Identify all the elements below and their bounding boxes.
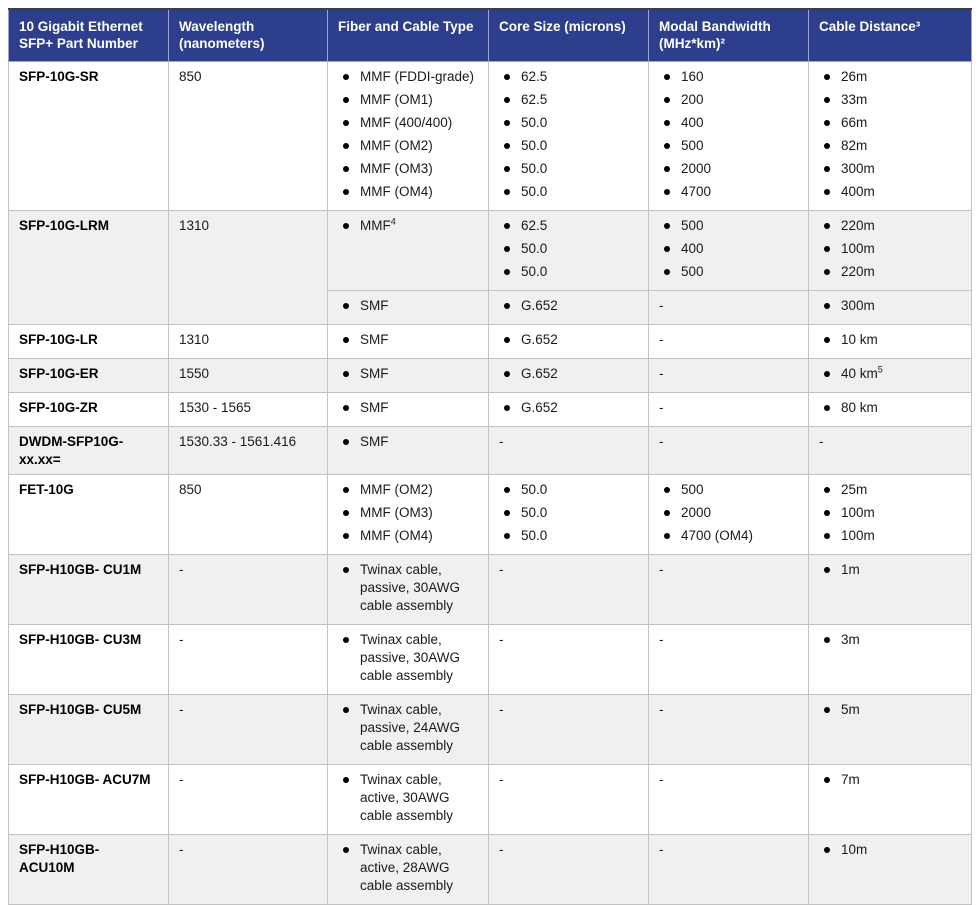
part-number: FET-10G xyxy=(19,481,74,497)
cell-modal-bandwidth: - xyxy=(649,554,809,624)
bullet-item: 400 xyxy=(659,240,800,258)
bullet-list xyxy=(499,217,640,281)
bullet-list xyxy=(338,331,480,349)
cell-modal-bandwidth: - xyxy=(649,358,809,392)
bullet-list xyxy=(819,481,963,545)
bullet-item: 26m xyxy=(819,68,963,86)
bullet-item: 100m xyxy=(819,240,963,258)
part-number: SFP-H10GB- CU5M xyxy=(19,701,142,717)
bullet-item: 62.5 xyxy=(499,91,640,109)
bullet-list xyxy=(819,68,963,201)
bullet-item: 3m xyxy=(819,631,963,649)
cell-part-number xyxy=(9,474,169,554)
bullet-item: 33m xyxy=(819,91,963,109)
bullet-list xyxy=(819,631,963,649)
part-number: SFP-10G-ZR xyxy=(19,399,98,415)
bullet-item: 400m xyxy=(819,183,963,201)
cell-core-size: - xyxy=(489,554,649,624)
bullet-item: 50.0 xyxy=(499,240,640,258)
bullet-list xyxy=(659,217,800,281)
cell-cable-distance xyxy=(809,764,972,834)
cell-modal-bandwidth: - xyxy=(649,324,809,358)
part-number: SFP-H10GB- CU3M xyxy=(19,631,142,647)
bullet-list xyxy=(338,561,480,615)
bullet-item: 2000 xyxy=(659,160,800,178)
bullet-list xyxy=(819,561,963,579)
bullet-item: 80 km xyxy=(819,399,963,417)
cell-core-size: - xyxy=(489,624,649,694)
cell-core-size: - xyxy=(489,834,649,904)
cell-cable-distance xyxy=(809,210,972,290)
cell-wavelength: 1310 xyxy=(169,324,328,358)
cell-core-size xyxy=(489,392,649,426)
cell-wavelength: 850 xyxy=(169,61,328,210)
bullet-item: MMF (OM3) xyxy=(338,160,480,178)
column-header-core-size: Core Size (microns) xyxy=(489,9,649,61)
bullet-item: 500 xyxy=(659,217,800,235)
table-header xyxy=(9,9,972,61)
bullet-item: 200 xyxy=(659,91,800,109)
bullet-item: MMF (OM1) xyxy=(338,91,480,109)
bullet-item: MMF (OM2) xyxy=(338,481,480,499)
bullet-item: 4700 xyxy=(659,183,800,201)
bullet-item: Twinax cable, passive, 24AWG cable assembly xyxy=(338,701,480,755)
cell-core-size: - xyxy=(489,426,649,474)
bullet-item: SMF xyxy=(338,297,480,315)
bullet-item: SMF xyxy=(338,433,480,451)
bullet-item: 62.5 xyxy=(499,217,640,235)
table-row-sfp-h10gb-cu3m xyxy=(9,624,972,694)
bullet-item: 82m xyxy=(819,137,963,155)
bullet-item: MMF (OM4) xyxy=(338,527,480,545)
cell-modal-bandwidth: - xyxy=(649,426,809,474)
cell-modal-bandwidth: - xyxy=(649,834,809,904)
bullet-list xyxy=(338,399,480,417)
bullet-item: Twinax cable, active, 30AWG cable assembly xyxy=(338,771,480,825)
bullet-item: 50.0 xyxy=(499,160,640,178)
cell-core-size: - xyxy=(489,764,649,834)
bullet-item: 220m xyxy=(819,263,963,281)
cell-modal-bandwidth: - xyxy=(649,392,809,426)
cell-part-number xyxy=(9,624,169,694)
bullet-item: 500 xyxy=(659,137,800,155)
bullet-item: 50.0 xyxy=(499,183,640,201)
cell-fiber-type xyxy=(328,426,489,474)
cell-fiber-type xyxy=(328,694,489,764)
table-row-dwdm-sfp10g xyxy=(9,426,972,474)
bullet-item: SMF xyxy=(338,331,480,349)
bullet-item: 220m xyxy=(819,217,963,235)
cell-core-size xyxy=(489,210,649,290)
cell-wavelength: - xyxy=(169,834,328,904)
bullet-item: 500 xyxy=(659,263,800,281)
distance-label: 40 km xyxy=(841,365,878,381)
cell-cable-distance xyxy=(809,392,972,426)
cell-core-size xyxy=(489,61,649,210)
bullet-item: 66m xyxy=(819,114,963,132)
bullet-item: 10m xyxy=(819,841,963,859)
cell-fiber-type xyxy=(328,290,489,324)
bullet-list xyxy=(819,217,963,281)
bullet-list xyxy=(338,701,480,755)
bullet-item: 50.0 xyxy=(499,481,640,499)
part-number: SFP-H10GB- ACU7M xyxy=(19,771,151,787)
cell-fiber-type xyxy=(328,474,489,554)
cell-modal-bandwidth xyxy=(649,61,809,210)
bullet-item xyxy=(338,217,480,235)
bullet-list xyxy=(499,297,640,315)
bullet-item: 2000 xyxy=(659,504,800,522)
bullet-list xyxy=(819,365,963,383)
cell-fiber-type xyxy=(328,554,489,624)
bullet-item: 400 xyxy=(659,114,800,132)
bullet-item: 10 km xyxy=(819,331,963,349)
table-row-sfp-10g-lr xyxy=(9,324,972,358)
cell-modal-bandwidth: - xyxy=(649,290,809,324)
bullet-item: 50.0 xyxy=(499,263,640,281)
part-number: SFP-H10GB-ACU10M xyxy=(19,841,100,875)
cell-fiber-type xyxy=(328,764,489,834)
cell-modal-bandwidth xyxy=(649,474,809,554)
bullet-list xyxy=(819,701,963,719)
cell-part-number xyxy=(9,554,169,624)
cell-wavelength: 1530 - 1565 xyxy=(169,392,328,426)
bullet-list xyxy=(499,68,640,201)
bullet-list xyxy=(659,68,800,201)
column-header-fiber-type: Fiber and Cable Type xyxy=(328,9,489,61)
bullet-item: 500 xyxy=(659,481,800,499)
cell-wavelength: 1310 xyxy=(169,210,328,324)
bullet-item: 7m xyxy=(819,771,963,789)
cell-fiber-type xyxy=(328,324,489,358)
bullet-item xyxy=(819,365,963,383)
bullet-item: G.652 xyxy=(499,331,640,349)
bullet-list xyxy=(819,771,963,789)
bullet-item: 300m xyxy=(819,160,963,178)
cell-core-size xyxy=(489,290,649,324)
cell-wavelength: 1530.33 - 1561.416 xyxy=(169,426,328,474)
part-number: SFP-10G-LR xyxy=(19,331,98,347)
cell-fiber-type xyxy=(328,358,489,392)
cell-part-number xyxy=(9,694,169,764)
cell-wavelength: 850 xyxy=(169,474,328,554)
cell-part-number xyxy=(9,210,169,324)
cell-part-number xyxy=(9,764,169,834)
bullet-list xyxy=(338,433,480,451)
bullet-item: Twinax cable, passive, 30AWG cable assembly xyxy=(338,561,480,615)
bullet-list xyxy=(499,399,640,417)
bullet-item: 50.0 xyxy=(499,114,640,132)
bullet-list xyxy=(338,771,480,825)
cell-part-number xyxy=(9,61,169,210)
cell-cable-distance xyxy=(809,554,972,624)
cell-modal-bandwidth: - xyxy=(649,694,809,764)
bullet-item: 300m xyxy=(819,297,963,315)
part-number: SFP-H10GB- CU1M xyxy=(19,561,142,577)
bullet-item: 62.5 xyxy=(499,68,640,86)
bullet-item: MMF (400/400) xyxy=(338,114,480,132)
bullet-list xyxy=(338,841,480,895)
bullet-item: MMF (OM3) xyxy=(338,504,480,522)
cell-wavelength: - xyxy=(169,764,328,834)
bullet-item: SMF xyxy=(338,365,480,383)
bullet-item: MMF (OM2) xyxy=(338,137,480,155)
bullet-item: SMF xyxy=(338,399,480,417)
cell-part-number xyxy=(9,834,169,904)
cell-wavelength: - xyxy=(169,694,328,764)
table-row-fet-10g xyxy=(9,474,972,554)
table-row-sfp-10g-er xyxy=(9,358,972,392)
bullet-item: 50.0 xyxy=(499,504,640,522)
cell-fiber-type xyxy=(328,624,489,694)
cell-fiber-type xyxy=(328,210,489,290)
cell-core-size xyxy=(489,474,649,554)
part-number: SFP-10G-ER xyxy=(19,365,99,381)
cell-wavelength: - xyxy=(169,554,328,624)
cell-core-size xyxy=(489,324,649,358)
table-row-sfp-10g-sr xyxy=(9,61,972,210)
cell-cable-distance xyxy=(809,324,972,358)
table-row-sfp-h10gb-acu10m xyxy=(9,834,972,904)
bullet-item: G.652 xyxy=(499,365,640,383)
bullet-list xyxy=(338,365,480,383)
table-row-sfp-10g-zr xyxy=(9,392,972,426)
cell-wavelength: 1550 xyxy=(169,358,328,392)
cell-cable-distance xyxy=(809,474,972,554)
bullet-list xyxy=(338,68,480,201)
bullet-item: 1m xyxy=(819,561,963,579)
cell-core-size xyxy=(489,358,649,392)
cell-part-number xyxy=(9,358,169,392)
bullet-item: 25m xyxy=(819,481,963,499)
bullet-list xyxy=(819,331,963,349)
table-body xyxy=(9,61,972,904)
bullet-item: G.652 xyxy=(499,399,640,417)
table-row-sfp-h10gb-cu1m xyxy=(9,554,972,624)
bullet-list xyxy=(819,297,963,315)
bullet-item: Twinax cable, active, 28AWG cable assembly xyxy=(338,841,480,895)
cell-modal-bandwidth: - xyxy=(649,624,809,694)
cell-cable-distance xyxy=(809,61,972,210)
header-row xyxy=(9,9,972,61)
cell-cable-distance xyxy=(809,694,972,764)
fiber-label: MMF xyxy=(360,217,391,233)
bullet-list xyxy=(499,365,640,383)
part-number: SFP-10G-LRM xyxy=(19,217,110,233)
bullet-item: 100m xyxy=(819,527,963,545)
table-row-sfp-10g-lrm-mmf xyxy=(9,210,972,290)
bullet-list xyxy=(659,481,800,545)
bullet-list xyxy=(819,399,963,417)
cell-fiber-type xyxy=(328,392,489,426)
sfp-transceiver-spec-table xyxy=(8,8,972,905)
footnote-superscript: 5 xyxy=(877,364,883,374)
cell-part-number xyxy=(9,324,169,358)
column-header-part-number: 10 Gigabit Ethernet SFP+ Part Number xyxy=(9,9,169,61)
bullet-item: MMF (OM4) xyxy=(338,183,480,201)
bullet-item: 4700 (OM4) xyxy=(659,527,800,545)
bullet-item: MMF (FDDI-grade) xyxy=(338,68,480,86)
column-header-modal-bandwidth: Modal Bandwidth (MHz*km)² xyxy=(649,9,809,61)
part-number: DWDM-SFP10G-xx.xx= xyxy=(19,433,124,467)
cell-part-number xyxy=(9,426,169,474)
cell-modal-bandwidth: - xyxy=(649,764,809,834)
cell-cable-distance xyxy=(809,358,972,392)
bullet-list xyxy=(338,297,480,315)
bullet-item: 50.0 xyxy=(499,527,640,545)
footnote-superscript: 4 xyxy=(390,216,396,226)
cell-part-number xyxy=(9,392,169,426)
cell-cable-distance xyxy=(809,834,972,904)
part-number: SFP-10G-SR xyxy=(19,68,99,84)
column-header-cable-distance: Cable Distance³ xyxy=(809,9,972,61)
cell-core-size: - xyxy=(489,694,649,764)
bullet-item: 100m xyxy=(819,504,963,522)
bullet-list xyxy=(499,481,640,545)
cell-cable-distance: - xyxy=(809,426,972,474)
bullet-list xyxy=(338,631,480,685)
column-header-wavelength: Wavelength (nanometers) xyxy=(169,9,328,61)
bullet-list xyxy=(819,841,963,859)
cell-modal-bandwidth xyxy=(649,210,809,290)
bullet-list xyxy=(338,481,480,545)
cell-cable-distance xyxy=(809,624,972,694)
cell-fiber-type xyxy=(328,61,489,210)
table-row-sfp-h10gb-cu5m xyxy=(9,694,972,764)
bullet-item: 160 xyxy=(659,68,800,86)
bullet-item: Twinax cable, passive, 30AWG cable assembly xyxy=(338,631,480,685)
cell-fiber-type xyxy=(328,834,489,904)
table-row-sfp-h10gb-acu7m xyxy=(9,764,972,834)
bullet-list xyxy=(499,331,640,349)
cell-cable-distance xyxy=(809,290,972,324)
bullet-item: G.652 xyxy=(499,297,640,315)
bullet-item: 50.0 xyxy=(499,137,640,155)
cell-wavelength: - xyxy=(169,624,328,694)
bullet-item: 5m xyxy=(819,701,963,719)
bullet-list xyxy=(338,217,480,235)
